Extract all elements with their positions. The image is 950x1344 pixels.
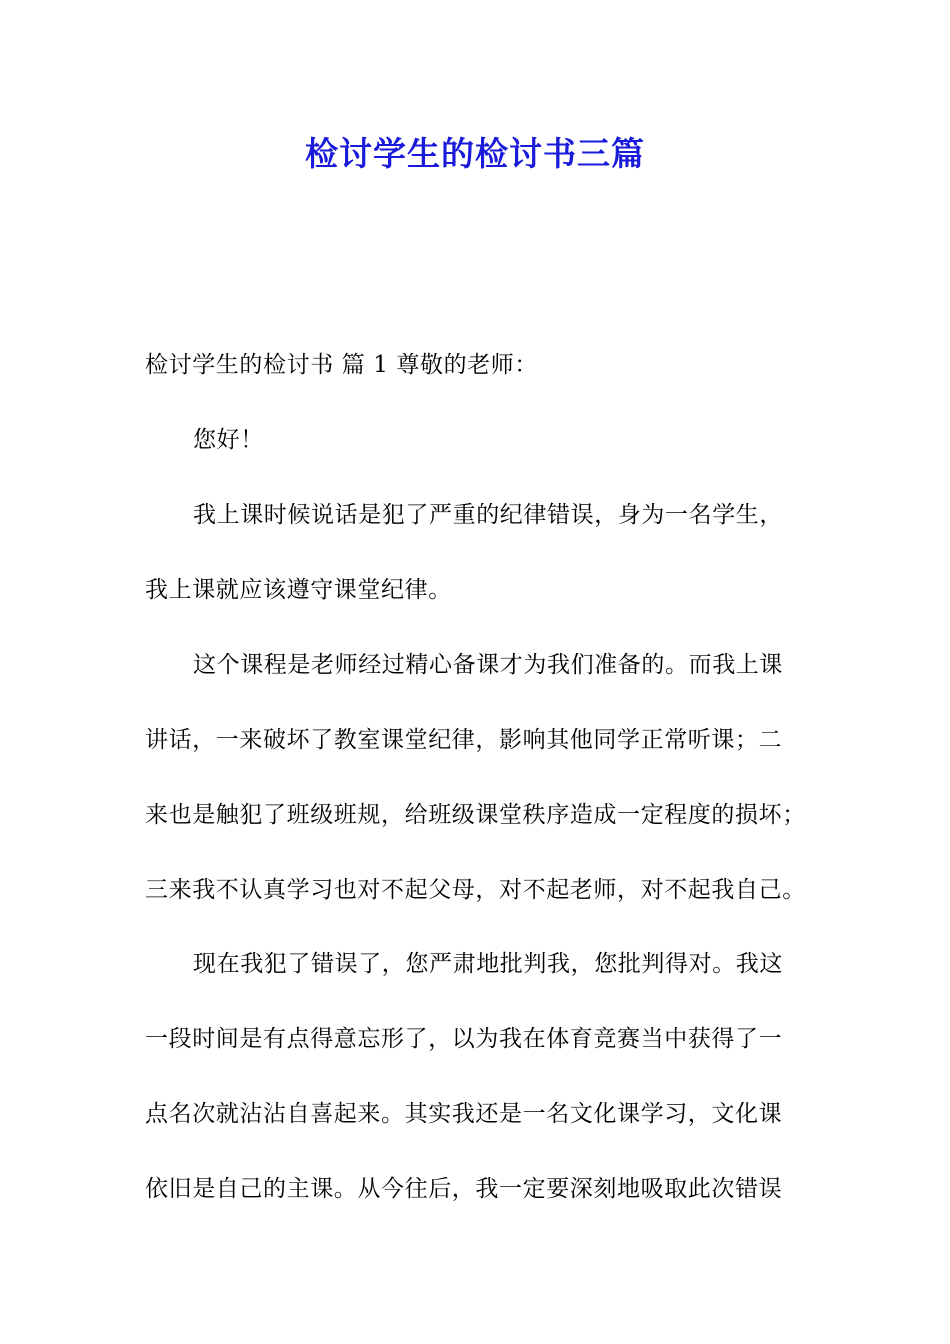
paragraph-line: 讲话，一来破坏了教室课堂纪律，影响其他同学正常听课；二 — [145, 727, 783, 753]
paragraph-line: 这个课程是老师经过精心备课才为我们准备的。而我上课 — [193, 652, 783, 678]
paragraph-line: 现在我犯了错误了，您严肃地批判我，您批判得对。我这 — [193, 951, 783, 977]
paragraph-line: 我上课就应该遵守课堂纪律。 — [145, 577, 452, 603]
paragraph-line: 来也是触犯了班级班规，给班级课堂秩序造成一定程度的损坏； — [145, 802, 806, 828]
paragraph-line: 我上课时候说话是犯了严重的纪律错误，身为一名学生， — [193, 502, 783, 528]
paragraph-line: 依旧是自己的主课。从今往后，我一定要深刻地吸取此次错误 — [145, 1176, 783, 1202]
greeting-line: 您好！ — [193, 427, 264, 453]
paragraph-line: 点名次就沾沾自喜起来。其实我还是一名文化课学习，文化课 — [145, 1101, 783, 1127]
document-title: 检讨学生的检讨书三篇 — [305, 134, 645, 173]
paragraph-line: 三来我不认真学习也对不起父母，对不起老师，对不起我自己。 — [145, 877, 806, 903]
paragraph-line: 一段时间是有点得意忘形了，以为我在体育竞赛当中获得了一 — [145, 1026, 783, 1052]
heading-line: 检讨学生的检讨书 篇 1 尊敬的老师： — [145, 352, 538, 378]
